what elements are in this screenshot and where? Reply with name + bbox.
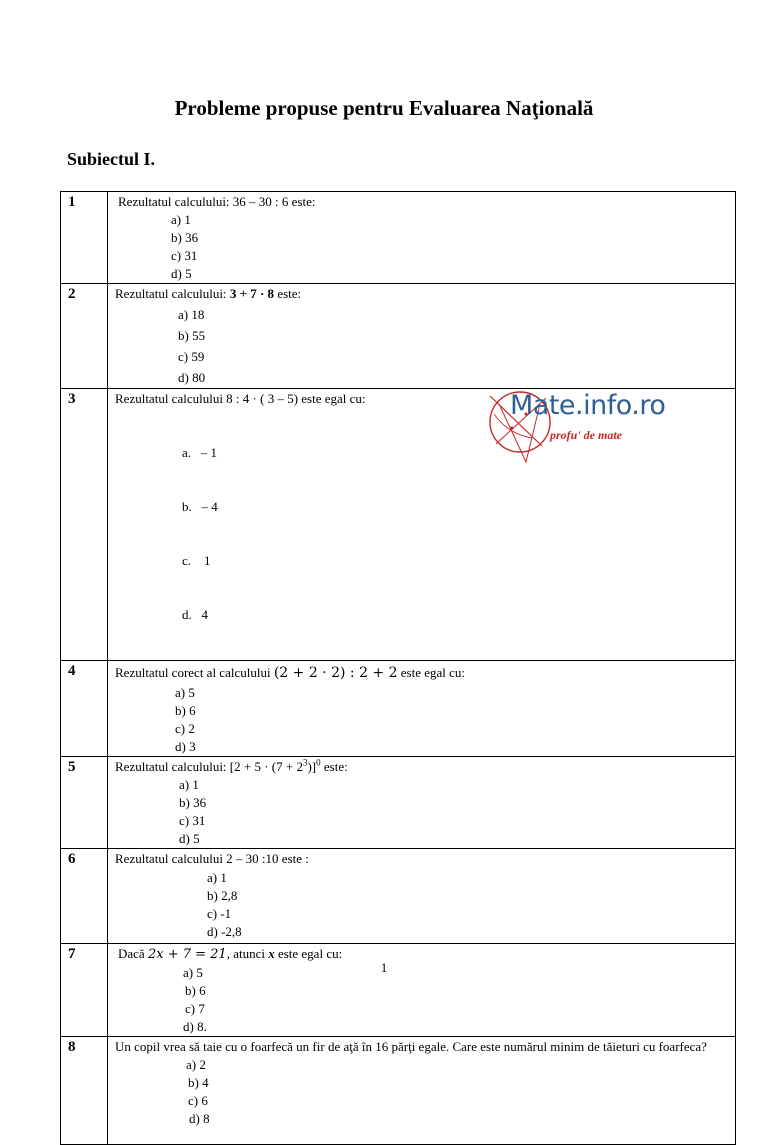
problem-row [61, 849, 736, 944]
answer-option: c) 31 [171, 248, 198, 263]
page-title: Probleme propuse pentru Evaluarea Naţională [174, 96, 594, 120]
answer-option: b) 2,8 [207, 888, 238, 903]
site-logo [486, 384, 686, 468]
problem-number: 7 [61, 944, 108, 1037]
answer-option: b) 6 [185, 983, 206, 998]
problem-row [61, 1037, 736, 1145]
section-heading: Subiectul I. [67, 149, 156, 169]
answer-option: d) 3 [175, 739, 196, 754]
answer-option: a) 18 [178, 307, 205, 322]
answer-option: c) -1 [207, 906, 232, 921]
answer-option: a) 2 [186, 1057, 206, 1072]
answer-option: c) 31 [179, 813, 206, 828]
problem-body [108, 192, 736, 284]
answer-option: b) 55 [178, 328, 206, 343]
problems-table [60, 191, 736, 1145]
answer-option: c) 6 [188, 1093, 208, 1108]
problem-question: Rezultatul calculului: $[2 + 5 \cdot (7 + 2^3)]^0$ este: [115, 757, 348, 774]
problem-row [61, 192, 736, 284]
answer-option: b) 36 [171, 230, 199, 245]
answer-option: c) 7 [185, 1001, 205, 1016]
answer-option: d) 80 [178, 370, 206, 385]
answer-option: d) 5 [171, 266, 192, 281]
problem-body [108, 849, 736, 944]
problem-number: 1 [61, 192, 108, 284]
logo-tagline: profu' de mate [550, 428, 622, 442]
problem-question: Rezultatul calculului: 36 – 30 : 6 este: [118, 194, 316, 209]
problem-question: Rezultatul calculului 2 – 30 :10 este : [115, 851, 309, 866]
answer-option: d) -2,8 [207, 924, 242, 939]
problem-row [61, 757, 736, 849]
problem-row [61, 944, 736, 1037]
answer-option: a) 1 [207, 870, 227, 885]
problem-body [108, 757, 736, 849]
problem-body [108, 944, 736, 1037]
answer-option: b) 6 [175, 703, 196, 718]
problem-question: Rezultatul calculului 8 : 4 · ( 3 – 5) este egal cu: [115, 391, 366, 406]
logo-text: Mate.info.ro [510, 390, 666, 421]
answer-option: d) 8 [189, 1111, 210, 1126]
problem-number: 5 [61, 757, 108, 849]
problem-number: 4 [61, 661, 108, 757]
problem-question: Un copil vrea să taie cu o foarfecă un fir de aţă în 16 părţi egale. Care este numărul minim de tăieturi cu foarfeca? [115, 1039, 707, 1054]
answer-option: d) 5 [179, 831, 200, 846]
problem-number: 6 [61, 849, 108, 944]
answer-option: a) 5 [175, 685, 195, 700]
answer-option: c) 2 [175, 721, 195, 736]
problem-row [61, 284, 736, 389]
problem-body [108, 1037, 736, 1145]
problem-row [61, 661, 736, 757]
answer-option: c) 59 [178, 349, 205, 364]
problem-question: Rezultatul calculului: 3 + 7 · 8 este: [115, 286, 302, 301]
answer-option: b) 4 [188, 1075, 209, 1090]
problem-question: Rezultatul corect al calculului (2 + 2 · 2) : 2 + 2 este egal cu: [115, 665, 466, 681]
answer-option: a) 5 [183, 965, 203, 980]
answer-option: b) 36 [179, 795, 207, 810]
answer-option: a) 1 [179, 777, 199, 792]
answer-option: d) 8. [183, 1019, 207, 1034]
answer-option: d. 4 [182, 607, 208, 622]
problem-number: 3 [61, 389, 108, 661]
answer-option: b. – 4 [182, 499, 218, 514]
problem-body [108, 661, 736, 757]
problem-question: Dacă 2x + 7 = 21, atunci x este egal cu: [118, 946, 343, 962]
problem-number: 8 [61, 1037, 108, 1145]
answer-option: a) 1 [171, 212, 191, 227]
page-number: 1 [380, 960, 388, 975]
problem-body [108, 284, 736, 389]
answer-option: a. – 1 [182, 445, 218, 460]
answer-option: c. 1 [182, 553, 211, 568]
problem-number: 2 [61, 284, 108, 389]
